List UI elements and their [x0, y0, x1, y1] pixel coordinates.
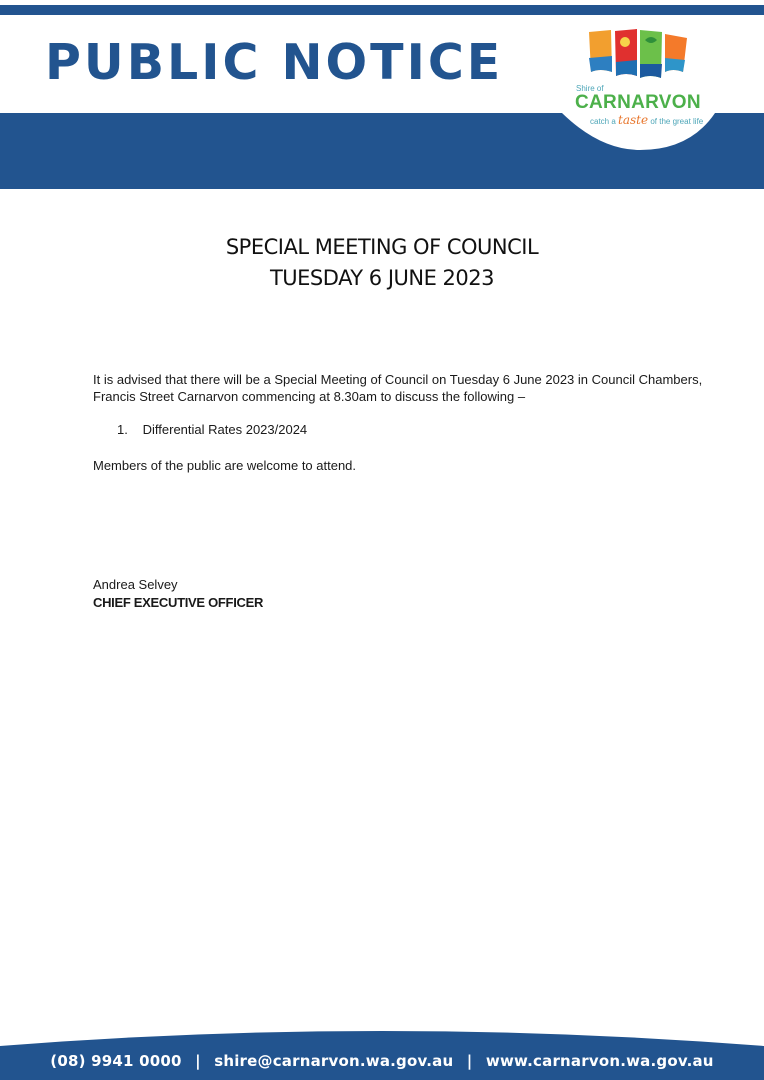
signatory-name: Andrea Selvey [93, 577, 178, 592]
notice-intro-line-2: Francis Street Carnarvon commencing at 8.30am to discuss the following – [93, 389, 526, 404]
logo-tagline-prefix: catch a [590, 117, 616, 126]
notice-title-line-1: SPECIAL MEETING OF COUNCIL [225, 235, 539, 259]
notice-intro-paragraph [93, 371, 703, 405]
logo-tagline [590, 113, 703, 127]
footer-contact [0, 1052, 764, 1070]
notice-closing: Members of the public are welcome to attend. [93, 458, 357, 473]
logo-tagline-emphasis: taste [618, 113, 649, 127]
footer-phone: (08) 9941 0000 [50, 1052, 182, 1070]
footer-separator: | [195, 1052, 201, 1070]
logo-shire-label: Shire of [576, 84, 604, 93]
logo-tagline-suffix: of the great life [650, 117, 704, 126]
agenda-item-number: 1. [117, 422, 128, 437]
notice-title-line-2: TUESDAY 6 JUNE 2023 [269, 266, 495, 290]
carnarvon-banners-logo-icon [585, 28, 695, 86]
footer-separator: | [466, 1052, 473, 1070]
notice-title [0, 232, 764, 294]
agenda-item-text: Differential Rates 2023/2024 [142, 422, 308, 437]
signatory-title: CHIEF EXECUTIVE OFFICER [93, 595, 264, 610]
footer-website-link[interactable]: www.carnarvon.wa.gov.au [485, 1052, 714, 1070]
agenda-list-item [117, 422, 307, 437]
footer-email-link[interactable]: shire@carnarvon.wa.gov.au [214, 1052, 454, 1070]
logo-wordmark: CARNARVON [575, 92, 701, 113]
page-title: PUBLIC NOTICE [45, 34, 504, 91]
footer-band [0, 1020, 764, 1080]
notice-intro-line-1: It is advised that there will be a Special Meeting of Council on Tuesday 6 June 2023 in Council Chambers, [93, 372, 703, 387]
